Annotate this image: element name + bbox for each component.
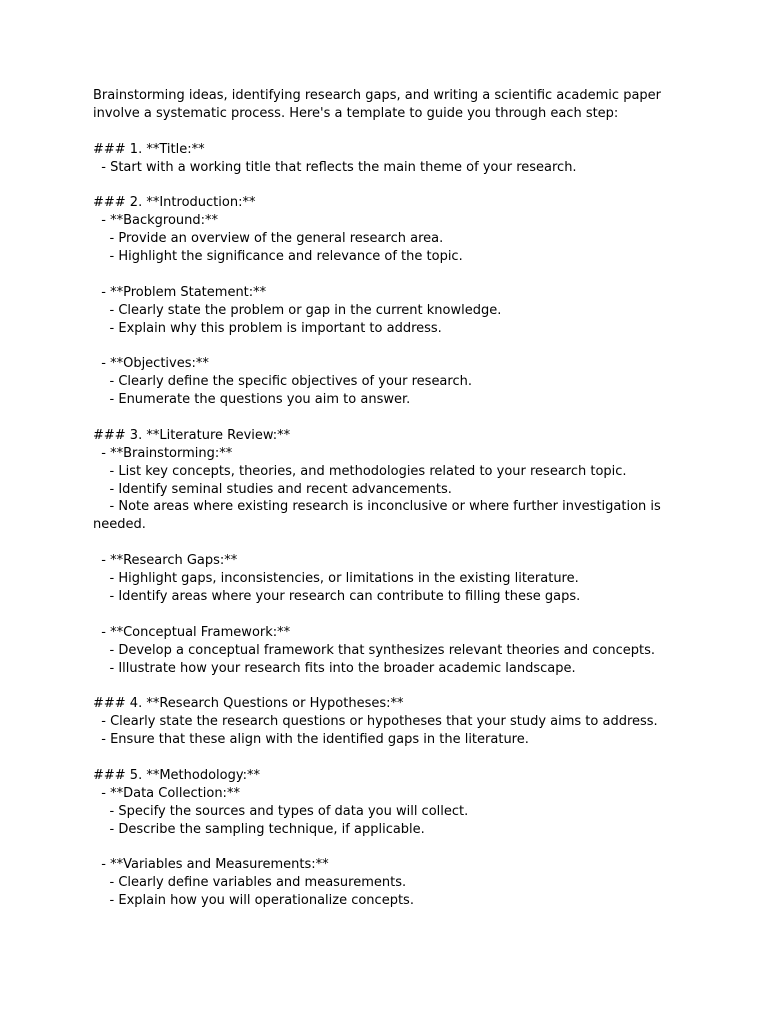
brainstorming-item-3-wrap: needed. [93,517,146,533]
conceptual-framework-item-1: - Develop a conceptual framework that synthesizes relevant theories and concepts. [93,642,655,658]
research-gaps-subheading: - **Research Gaps:** [93,553,238,569]
intro-line-2: involve a systematic process. Here's a template to guide you through each step: [93,105,619,121]
blank-line [93,123,663,141]
problem-statement-item-1: - Clearly state the problem or gap in the current knowledge. [93,302,502,318]
research-gaps-item-1: - Highlight gaps, inconsistencies, or limitations in the existing literature. [93,571,579,587]
blank-line [93,677,663,695]
brainstorming-item-3: - Note areas where existing research is inconclusive or where further investigation is [93,499,661,515]
background-item-1: - Provide an overview of the general research area. [93,231,444,247]
blank-line [93,838,663,856]
brainstorming-item-2: - Identify seminal studies and recent advancements. [93,481,452,497]
section-title-heading: ### 1. **Title:** [93,141,205,157]
section-introduction-heading: ### 2. **Introduction:** [93,195,256,211]
blank-line [93,534,663,552]
variables-measurements-item-2: - Explain how you will operationalize concepts. [93,893,414,909]
objectives-subheading: - **Objectives:** [93,356,209,372]
data-collection-subheading: - **Data Collection:** [93,785,240,801]
title-instruction: - Start with a working title that reflects the main theme of your research. [93,159,577,175]
research-questions-item-2: - Ensure that these align with the identified gaps in the literature. [93,732,529,748]
brainstorming-item-1: - List key concepts, theories, and methodologies related to your research topic. [93,463,627,479]
blank-line [93,749,663,767]
objectives-item-2: - Enumerate the questions you aim to answer. [93,392,411,408]
brainstorming-subheading: - **Brainstorming:** [93,445,233,461]
objectives-item-1: - Clearly define the specific objectives of your research. [93,374,472,390]
document-page [93,87,663,910]
variables-measurements-item-1: - Clearly define variables and measurements. [93,875,407,891]
problem-statement-item-2: - Explain why this problem is important to address. [93,320,442,336]
background-item-2: - Highlight the significance and relevance of the topic. [93,249,463,265]
data-collection-item-1: - Specify the sources and types of data you will collect. [93,803,469,819]
blank-line [93,409,663,427]
research-questions-item-1: - Clearly state the research questions or hypotheses that your study aims to address. [93,714,658,730]
section-literature-review-heading: ### 3. **Literature Review:** [93,427,291,443]
conceptual-framework-item-2: - Illustrate how your research fits into the broader academic landscape. [93,660,576,676]
variables-measurements-subheading: - **Variables and Measurements:** [93,857,329,873]
background-subheading: - **Background:** [93,213,219,229]
problem-statement-subheading: - **Problem Statement:** [93,284,267,300]
section-methodology-heading: ### 5. **Methodology:** [93,767,261,783]
blank-line [93,176,663,194]
section-research-questions-heading: ### 4. **Research Questions or Hypotheses:** [93,696,404,712]
research-gaps-item-2: - Identify areas where your research can contribute to filling these gaps. [93,588,581,604]
data-collection-item-2: - Describe the sampling technique, if applicable. [93,821,425,837]
conceptual-framework-subheading: - **Conceptual Framework:** [93,624,291,640]
blank-line [93,266,663,284]
intro-line-1: Brainstorming ideas, identifying research gaps, and writing a scientific academic paper [93,88,662,103]
blank-line [93,337,663,355]
blank-line [93,606,663,624]
